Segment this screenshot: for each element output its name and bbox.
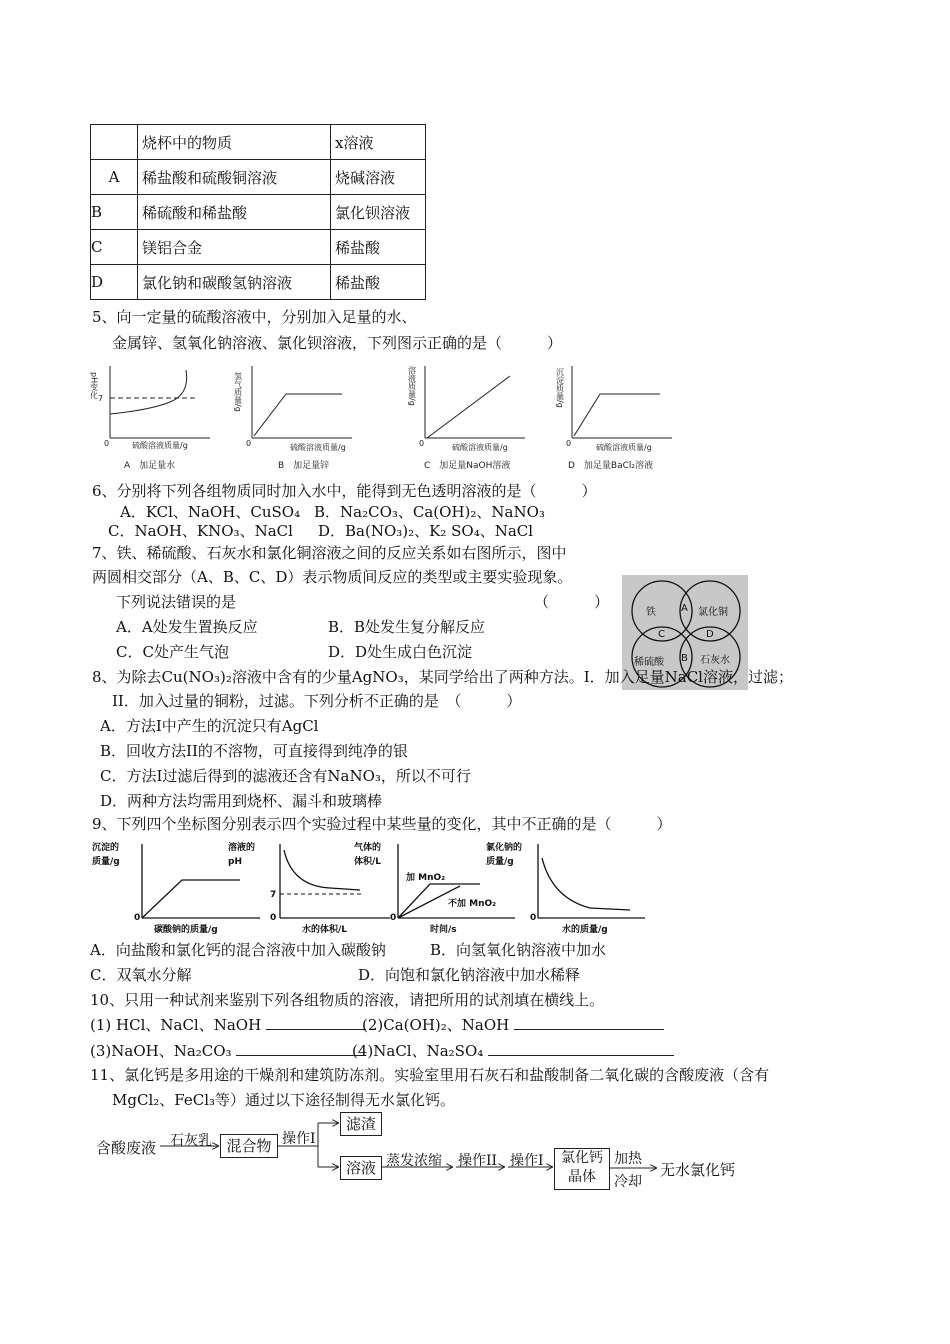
q7-option-b: B．B处发生复分解反应 <box>328 618 486 636</box>
q10-part2 <box>362 1014 664 1035</box>
q8-option-a: A．方法I中产生的沉淀只有AgCl <box>100 717 319 735</box>
q7-option-a: A．A处发生置换反应 <box>116 618 258 636</box>
q9-stem: 9、下列四个坐标图分别表示四个实验过程中某些量的变化，其中不正确的是（ ） <box>92 815 672 833</box>
graph9b-ylabel2: pH <box>228 857 242 867</box>
q8-stem-line2: II．加入过量的铜粉，过滤。下列分析不正确的是 （ ） <box>112 692 522 710</box>
graph-b-caption: B 加足量锌 <box>278 461 330 471</box>
q6-option-c: C．NaOH、KNO₃、NaCl <box>108 522 293 540</box>
q8-option-d: D．两种方法均需用到烧杯、漏斗和玻璃棒 <box>100 792 383 810</box>
region-c-label: C <box>658 629 665 640</box>
q9-option-c: C．双氧水分解 <box>90 966 192 984</box>
graph-b-xlabel: 硫酸溶液质量/g <box>290 443 346 452</box>
graph9c-with-mno2: 加 MnO₂ <box>406 873 446 883</box>
table-cell: A <box>91 160 138 195</box>
table-cell: 镁铝合金 <box>138 230 331 265</box>
graph9a-ylabel2: 质量/g <box>92 857 120 867</box>
q9-graphs <box>90 838 650 934</box>
flow-product: 无水氯化钙 <box>660 1161 736 1179</box>
q10-part3 <box>90 1040 366 1061</box>
q10-stem: 10、只用一种试剂来鉴别下列各组物质的溶液，请把所用的试剂填在横线上。 <box>90 991 605 1009</box>
flow-residue-box: 滤渣 <box>340 1112 382 1136</box>
table-cell: 烧杯中的物质 <box>138 125 331 160</box>
flow-reagent: 石灰乳 <box>170 1133 212 1149</box>
table-cell: 氯化钠和碳酸氢钠溶液 <box>138 265 331 300</box>
table-header-row <box>91 125 426 160</box>
q7-stem-line3: 下列说法错误的是 <box>116 593 237 611</box>
q10-answer-blank-4[interactable] <box>488 1055 674 1056</box>
table-cell: C <box>91 230 138 265</box>
table-cell <box>91 125 138 160</box>
graph-c-ylabel: 溶液质量/g <box>407 366 417 406</box>
flow-evaporate-label: 蒸发浓缩 <box>386 1153 442 1169</box>
table-cell: x溶液 <box>331 125 426 160</box>
reaction-table <box>90 124 426 300</box>
flow-crystal-box <box>554 1148 610 1190</box>
q5-stem-line2: 金属锌、氢氧化钠溶液、氯化钡溶液，下列图示正确的是（ ） <box>112 334 563 352</box>
graph-a-caption: A 加足量水 <box>124 461 176 471</box>
graph9b-seven: 7 <box>270 890 277 900</box>
q7-option-c: C．C处产生气泡 <box>116 643 229 661</box>
q10-answer-blank-2[interactable] <box>514 1029 664 1030</box>
graph-a-xlabel: 硫酸溶液质量/g <box>132 441 188 450</box>
table-cell: 稀盐酸 <box>331 230 426 265</box>
circle-h2so4-label: 稀硫酸 <box>634 657 664 668</box>
q6-stem: 6、分别将下列各组物质同时加入水中，能得到无色透明溶液的是（ ） <box>92 482 597 500</box>
region-b-label: B <box>681 653 688 664</box>
graph9a-ylabel1: 沉淀的 <box>92 843 120 853</box>
q9-option-d: D．向饱和氯化钠溶液中加水稀释 <box>358 966 581 984</box>
flow-solution-box: 溶液 <box>340 1156 382 1180</box>
q7-stem-line1: 7、铁、稀硫酸、石灰水和氯化铜溶液之间的反应关系如右图所示，图中 <box>92 544 567 562</box>
graph9a-xlabel: 碳酸钠的质量/g <box>154 925 218 934</box>
q8-stem-line1: 8、为除去Cu(NO₃)₂溶液中含有的少量AgNO₃，某同学给出了两种方法。I．加入足量NaCl溶液，过滤； <box>92 668 793 686</box>
circle-iron-label: 铁 <box>646 607 656 618</box>
graph9c-without-mno2: 不加 MnO₂ <box>448 899 497 909</box>
graph-c-caption: C 加足量NaOH溶液 <box>424 461 511 471</box>
flow-cool-label: 冷却 <box>614 1174 642 1190</box>
q9-option-b: B．向氢氧化钠溶液中加水 <box>430 941 607 959</box>
graph-c-zero: 0 <box>419 439 425 448</box>
table-row <box>91 160 426 195</box>
graph9d-xlabel: 水的质量/g <box>562 925 608 934</box>
graph-b-zero: 0 <box>246 439 252 448</box>
q10-part1 <box>90 1014 366 1035</box>
table-cell: 氯化钡溶液 <box>331 195 426 230</box>
graph9d-ylabel2: 质量/g <box>486 857 514 867</box>
table-cell: 稀硫酸和稀盐酸 <box>138 195 331 230</box>
flow-op2-label: 操作II <box>458 1153 498 1169</box>
q11-stem-line2: MgCl₂、FeCl₃等）通过以下途径制得无水氯化钙。 <box>112 1091 456 1109</box>
circle-cucl2-label: 氯化铜 <box>698 607 728 618</box>
table-cell: B <box>91 195 138 230</box>
q6-option-b: B．Na₂CO₃、Ca(OH)₂、NaNO₃ <box>314 503 545 521</box>
q10-answer-blank-3[interactable] <box>236 1055 366 1056</box>
flow-heat-label: 加热 <box>614 1151 642 1167</box>
graph9c-ylabel2: 体积/L <box>354 857 382 867</box>
flow-start: 含酸废液 <box>96 1139 157 1157</box>
flow-op1-label: 操作I <box>282 1131 316 1147</box>
graph9b-ylabel1: 溶液的 <box>228 843 256 853</box>
table-cell: 烧碱溶液 <box>331 160 426 195</box>
q9-option-a: A．向盐酸和氯化钙的混合溶液中加入碳酸钠 <box>90 941 386 959</box>
q5-graphs <box>80 358 680 476</box>
graph-d-zero: 0 <box>566 439 572 448</box>
q10-part2-text: (2)Ca(OH)₂、NaOH <box>362 1016 510 1034</box>
q8-option-b: B．回收方法II的不溶物，可直接得到纯净的银 <box>100 742 408 760</box>
q10-part3-text: (3)NaOH、Na₂CO₃ <box>90 1042 232 1060</box>
graph-b-ylabel: 氢气质量/g <box>233 372 243 412</box>
region-d-label: D <box>706 629 714 640</box>
q8-option-c: C．方法I过滤后得到的滤液还含有NaNO₃，所以不可行 <box>100 767 471 785</box>
table-row <box>91 265 426 300</box>
graph-c-xlabel: 硫酸溶液质量/g <box>452 443 508 452</box>
table-cell: 稀盐酸 <box>331 265 426 300</box>
q5-stem-line1: 5、向一定量的硫酸溶液中，分别加入足量的水、 <box>92 308 417 326</box>
table-row <box>91 195 426 230</box>
q10-part4-text: (4)NaCl、Na₂SO₄ <box>352 1042 484 1060</box>
graph-d-xlabel: 硫酸溶液质量/g <box>596 443 652 452</box>
graph-d-ylabel: 沉淀质量/g <box>555 368 565 408</box>
q11-stem-line1: 11、氯化钙是多用途的干燥剂和建筑防冻剂。实验室里用石灰石和盐酸制备二氧化碳的含酸废液（含有 <box>90 1066 770 1084</box>
table-cell: 稀盐酸和硫酸铜溶液 <box>138 160 331 195</box>
table-cell: D <box>91 265 138 300</box>
flow-op1b-label: 操作I <box>510 1153 544 1169</box>
flow-mixture-box: 混合物 <box>220 1134 278 1158</box>
q10-part1-text: (1) HCl、NaCl、NaOH <box>90 1016 262 1034</box>
q7-answer-paren: （ ） <box>534 593 610 611</box>
table-row <box>91 230 426 265</box>
graph-a-seven: 7 <box>98 394 104 403</box>
flow-crystal-line1: 氯化钙 <box>561 1150 603 1166</box>
q7-option-d: D．D处生成白色沉淀 <box>328 643 473 661</box>
q10-part4 <box>352 1040 674 1061</box>
graph9a-zero: 0 <box>134 913 141 923</box>
q10-answer-blank-1[interactable] <box>266 1029 366 1030</box>
graph9b-xlabel: 水的体积/L <box>302 925 348 934</box>
q6-option-a: A．KCl、NaOH、CuSO₄ <box>120 503 301 521</box>
q6-option-d: D．Ba(NO₃)₂、K₂ SO₄、NaCl <box>318 522 534 540</box>
graph9d-ylabel1: 氯化钠的 <box>486 843 523 853</box>
graph9c-ylabel1: 气体的 <box>354 843 382 853</box>
flow-crystal-line2: 晶体 <box>568 1169 596 1185</box>
region-a-label: A <box>681 603 688 614</box>
graph9d-zero: 0 <box>530 913 537 923</box>
graph9b-zero: 0 <box>270 913 277 923</box>
graph-d-caption: D 加足量BaCl₂溶液 <box>568 461 654 471</box>
graph-a-ylabel: pH变化 <box>89 372 99 400</box>
graph9c-xlabel: 时间/s <box>430 925 457 934</box>
graph9c-zero: 0 <box>390 913 397 923</box>
q7-stem-line2: 两圆相交部分（A、B、C、D）表示物质间反应的类型或主要实验现象。 <box>92 568 573 586</box>
circle-limewater-label: 石灰水 <box>700 655 730 666</box>
graph-a-zero: 0 <box>104 439 110 448</box>
